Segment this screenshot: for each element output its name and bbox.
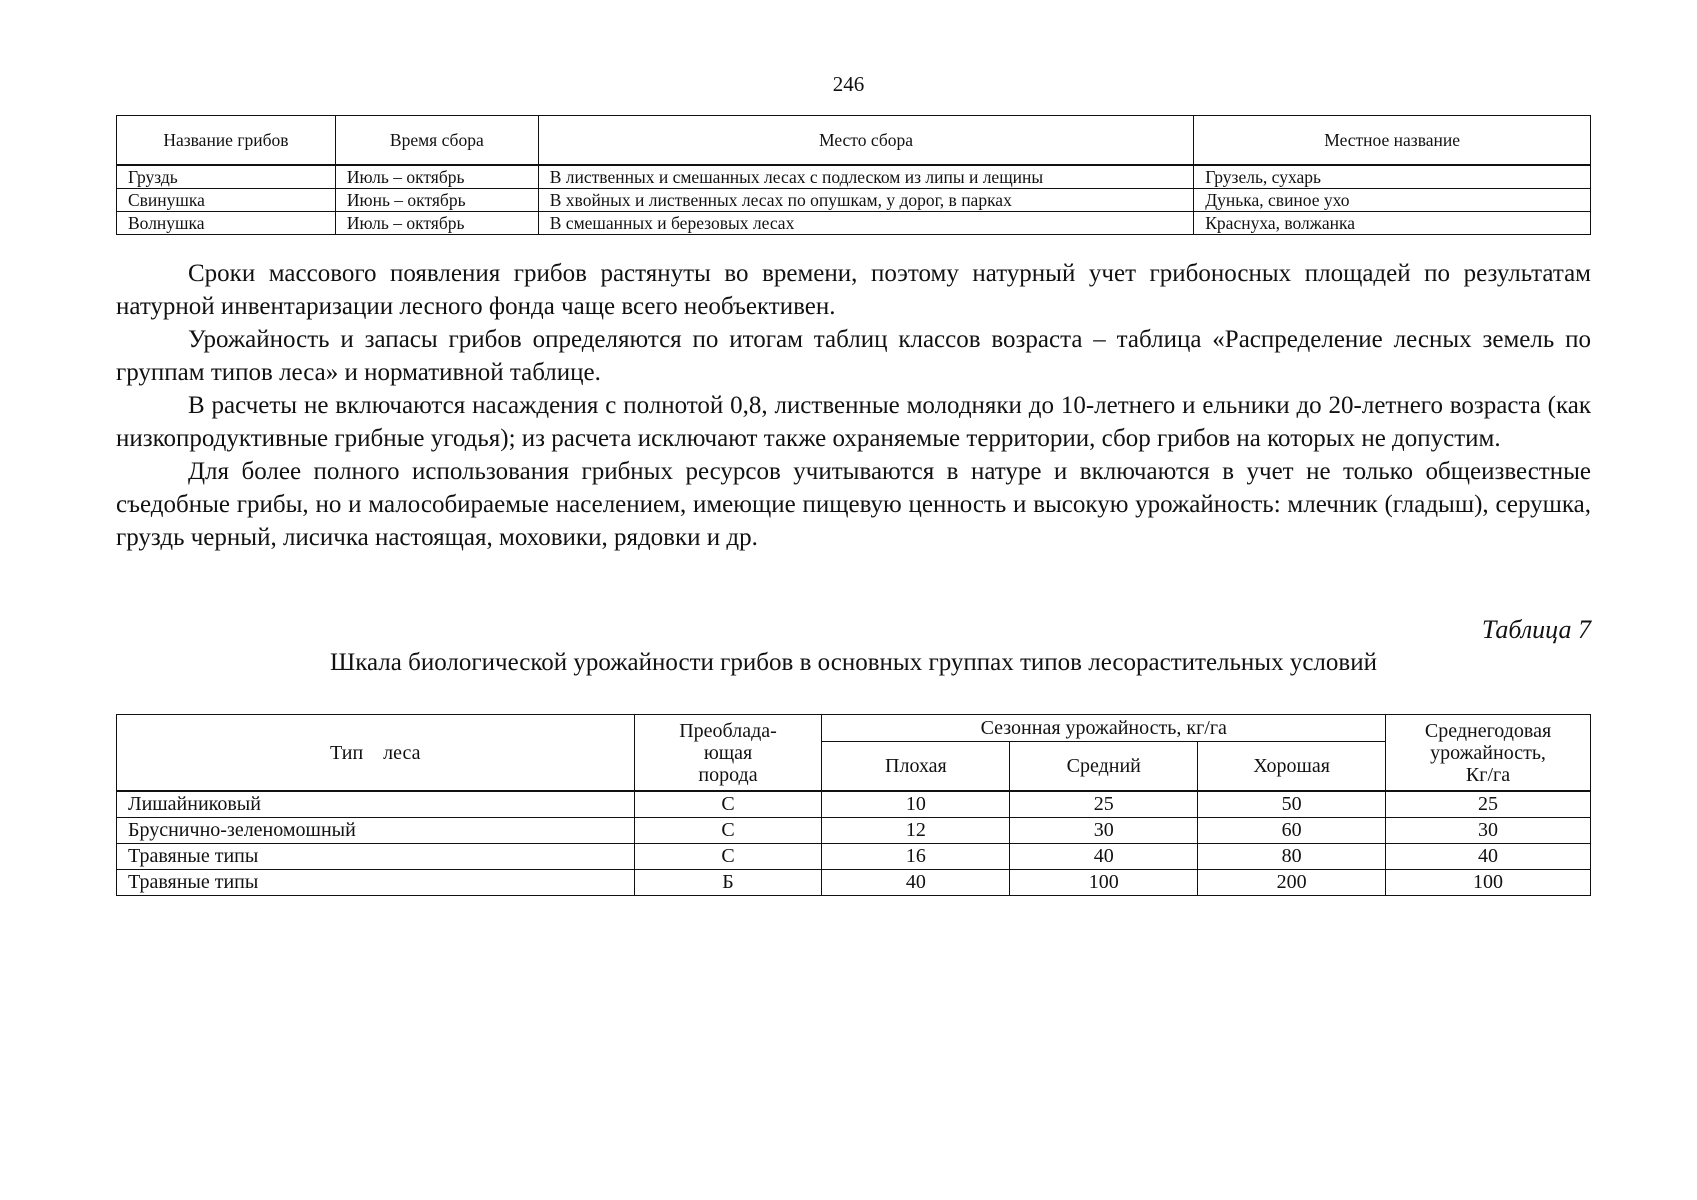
mushroom-collection-table: [116, 115, 1591, 235]
column-header-collection-place: Место сбора: [538, 116, 1194, 166]
cell-annual-yield: 30: [1386, 818, 1591, 844]
cell-collection-place: В хвойных и лиственных лесах по опушкам, у дорог, в парках: [538, 189, 1194, 212]
table-row: [117, 870, 1591, 896]
table-title: Шкала биологической урожайности грибов в основных группах типов лесорастительных условий: [330, 649, 1377, 676]
table-row: [117, 791, 1591, 818]
table-row: [117, 189, 1591, 212]
column-header-mushroom-name: Название грибов: [117, 116, 336, 166]
cell-mushroom-name: Волнушка: [117, 212, 336, 235]
table-row: [117, 212, 1591, 235]
cell-forest-type: Травяные типы: [117, 844, 635, 870]
cell-medium-yield: 40: [1010, 844, 1198, 870]
cell-good-yield: 60: [1198, 818, 1386, 844]
paragraph: В расчеты не включаются насаждения с полнотой 0,8, лиственные молодняки до 10-летнего и ельники до 20-летнего возраста (как низкопродуктивные грибные угодья); из расчета исключают также охраняемые территории, сбор грибов на которых не допустим.: [116, 392, 1591, 452]
column-header-bad: Плохая: [822, 742, 1010, 792]
column-header-seasonal-yield: Сезонная урожайность, кг/га: [822, 715, 1386, 742]
cell-collection-place: В лиственных и смешанных лесах с подлеском из липы и лещины: [538, 165, 1194, 189]
cell-collection-time: Июнь – октябрь: [335, 189, 538, 212]
cell-collection-time: Июль – октябрь: [335, 212, 538, 235]
column-header-medium: Средний: [1010, 742, 1198, 792]
cell-forest-type: Травяные типы: [117, 870, 635, 896]
paragraph: Урожайность и запасы грибов определяются по итогам таблиц классов возраста – таблица «Распределение лесных земель по группам типов леса» и нормативной таблице.: [116, 326, 1591, 386]
column-header-collection-time: Время сбора: [335, 116, 538, 166]
body-text: [116, 257, 1591, 554]
cell-local-name: Краснуха, волжанка: [1194, 212, 1591, 235]
cell-local-name: Грузель, сухарь: [1194, 165, 1591, 189]
cell-bad-yield: 16: [822, 844, 1010, 870]
column-header-good: Хорошая: [1198, 742, 1386, 792]
cell-bad-yield: 40: [822, 870, 1010, 896]
table-row: [117, 818, 1591, 844]
column-header-local-name: Местное название: [1194, 116, 1591, 166]
cell-medium-yield: 100: [1010, 870, 1198, 896]
cell-forest-type: Бруснично-зеленомошный: [117, 818, 635, 844]
cell-forest-type: Лишайниковый: [117, 791, 635, 818]
mushroom-yield-table: [116, 714, 1591, 896]
cell-dominant-species: С: [634, 791, 822, 818]
cell-mushroom-name: Груздь: [117, 165, 336, 189]
cell-dominant-species: Б: [634, 870, 822, 896]
cell-collection-place: В смешанных и березовых лесах: [538, 212, 1194, 235]
cell-good-yield: 200: [1198, 870, 1386, 896]
table-row: [117, 165, 1591, 189]
cell-bad-yield: 12: [822, 818, 1010, 844]
cell-collection-time: Июль – октябрь: [335, 165, 538, 189]
table-header-row: [117, 715, 1591, 742]
cell-medium-yield: 25: [1010, 791, 1198, 818]
paragraph: Сроки массового появления грибов растянуты во времени, поэтому натурный учет грибоносных площадей по результатам натурной инвентаризации лесного фонда чаще всего необъективен.: [116, 260, 1591, 320]
cell-annual-yield: 25: [1386, 791, 1591, 818]
cell-bad-yield: 10: [822, 791, 1010, 818]
cell-good-yield: 50: [1198, 791, 1386, 818]
cell-annual-yield: 100: [1386, 870, 1591, 896]
cell-local-name: Дунька, свиное ухо: [1194, 189, 1591, 212]
table-row: [117, 844, 1591, 870]
table-label: Таблица 7: [1481, 615, 1591, 644]
table-header-row: [117, 116, 1591, 166]
cell-dominant-species: С: [634, 844, 822, 870]
column-header-forest-type: Тип леса: [117, 715, 635, 792]
cell-mushroom-name: Свинушка: [117, 189, 336, 212]
cell-medium-yield: 30: [1010, 818, 1198, 844]
cell-good-yield: 80: [1198, 844, 1386, 870]
cell-dominant-species: С: [634, 818, 822, 844]
cell-annual-yield: 40: [1386, 844, 1591, 870]
paragraph: Для более полного использования грибных ресурсов учитываются в натуре и включаются в учет не только общеизвестные съедобные грибы, но и малособираемые населением, имеющие пищевую ценность и высокую урожайность: млечник (гладыш), серушка, груздь черный, лисичка настоящая, моховики, рядовки и др.: [116, 458, 1591, 551]
column-header-average-annual-yield: Среднегодовая урожайность, Кг/га: [1386, 715, 1591, 792]
column-header-dominant-species: Преоблада- ющая порода: [634, 715, 822, 792]
page-number: 246: [832, 72, 865, 96]
